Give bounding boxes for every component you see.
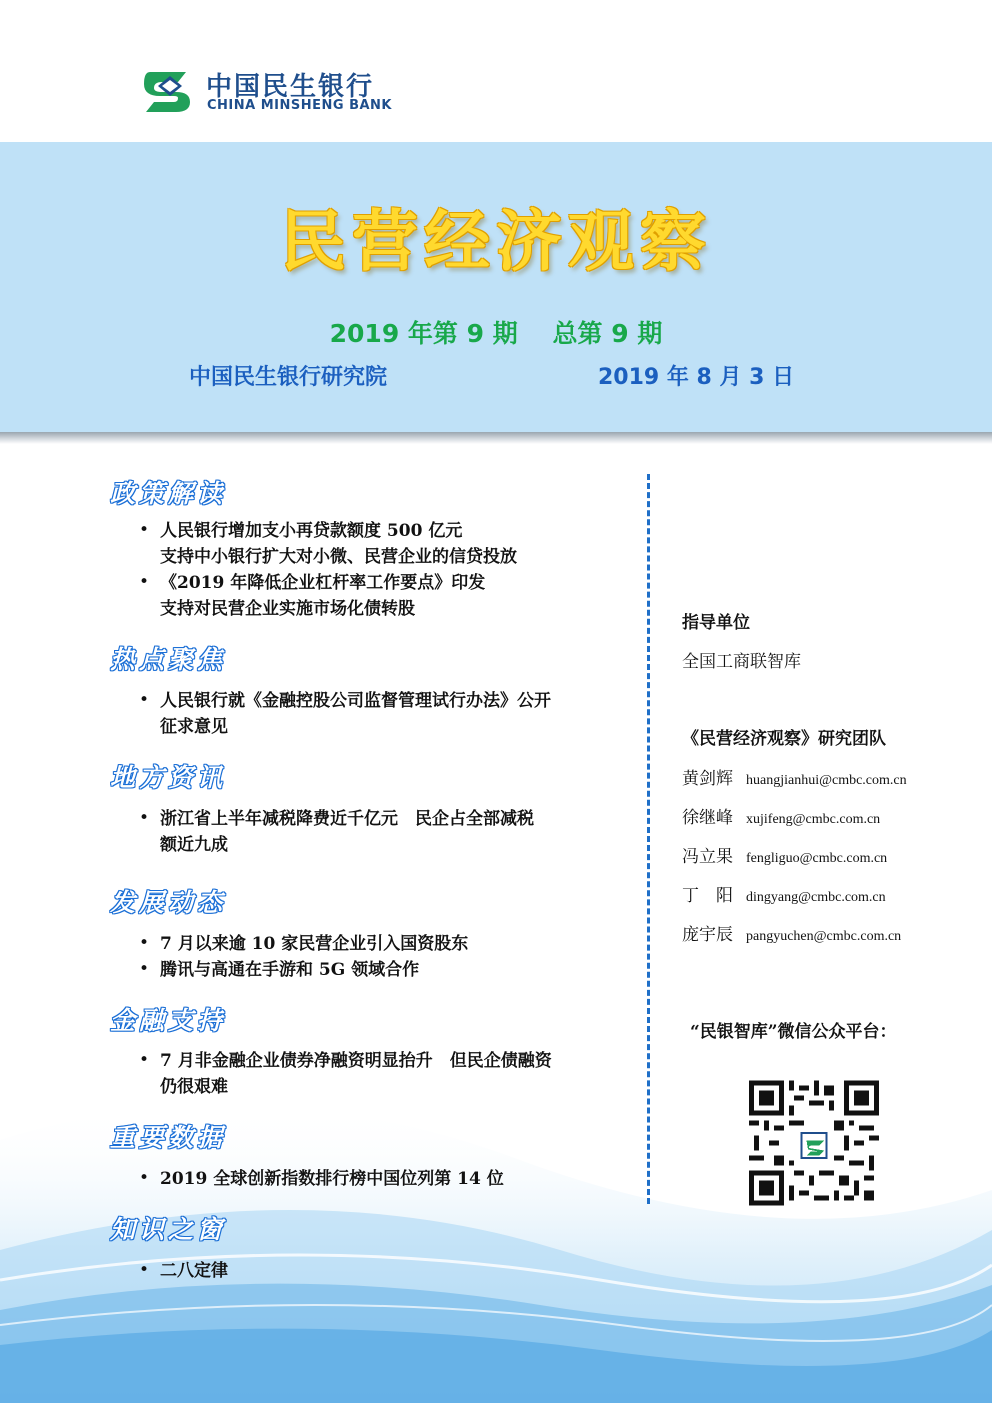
member-email[interactable]: dingyang@cmbc.com.cn xyxy=(746,890,886,905)
item-line: 支持中小银行扩大对小微、民营企业的信贷投放 xyxy=(160,547,517,567)
publisher: 中国民生银行研究院 xyxy=(189,365,388,390)
team-member xyxy=(682,842,887,867)
bank-name-cn: 中国民生银行 xyxy=(206,72,375,102)
member-email[interactable]: xujifeng@cmbc.com.cn xyxy=(746,812,881,827)
item-line: 浙江省上半年减税降费近千亿元 民企占全部减税 xyxy=(160,809,534,829)
minsheng-logo-icon xyxy=(140,66,198,116)
bullet-icon: • xyxy=(139,520,150,540)
team-member xyxy=(682,803,880,828)
team-member xyxy=(682,920,901,945)
list-item[interactable] xyxy=(160,518,620,570)
member-name: 徐继峰 xyxy=(682,808,733,828)
list-item[interactable] xyxy=(160,570,620,622)
publication-date: 2019 年 8 月 3 日 xyxy=(598,365,795,390)
wechat-label: “民银智库”微信公众平台： xyxy=(690,1022,897,1042)
list-item[interactable] xyxy=(160,1166,620,1192)
list-item[interactable] xyxy=(160,931,620,957)
item-line: 支持对民营企业实施市场化债转股 xyxy=(160,599,415,619)
item-line: 征求意见 xyxy=(160,717,228,737)
publication-title: 民营经济观察 xyxy=(280,203,712,280)
list-item[interactable] xyxy=(160,957,620,983)
bullet-icon: • xyxy=(139,1050,150,1070)
team-member xyxy=(682,764,907,789)
column-divider xyxy=(647,474,650,1204)
item-line: 7 月以来逾 10 家民营企业引入国资股东 xyxy=(160,934,469,954)
item-line: 仍很艰难 xyxy=(160,1077,228,1097)
issue-number: 2019 年第 9 期 总第 9 期 xyxy=(329,319,663,348)
section-development-title: 发展动态 xyxy=(110,888,227,917)
item-line: 人民银行就《金融控股公司监督管理试行办法》公开 xyxy=(160,691,551,711)
qr-code-icon[interactable] xyxy=(749,1080,879,1206)
item-line: 《2019 年降低企业杠杆率工作要点》印发 xyxy=(160,573,486,593)
list-item[interactable] xyxy=(160,1258,620,1284)
section-data-title: 重要数据 xyxy=(110,1123,227,1152)
member-email[interactable]: fengliguo@cmbc.com.cn xyxy=(746,851,888,866)
item-line: 额近九成 xyxy=(160,835,228,855)
member-name: 黄剑辉 xyxy=(682,769,733,789)
team-member xyxy=(682,881,886,906)
list-item[interactable] xyxy=(160,1048,620,1100)
section-hotspot-title: 热点聚焦 xyxy=(110,645,227,674)
bullet-icon: • xyxy=(139,572,150,592)
banner-shadow xyxy=(0,432,992,444)
member-email[interactable]: huangjianhui@cmbc.com.cn xyxy=(746,773,907,788)
list-item[interactable] xyxy=(160,688,620,740)
section-local-title: 地方资讯 xyxy=(110,763,227,792)
guide-label: 指导单位 xyxy=(682,613,750,633)
bullet-icon: • xyxy=(139,690,150,710)
member-email[interactable]: pangyuchen@cmbc.com.cn xyxy=(746,929,902,944)
item-line: 人民银行增加支小再贷款额度 500 亿元 xyxy=(160,521,463,541)
bullet-icon: • xyxy=(139,808,150,828)
bullet-icon: • xyxy=(139,959,150,979)
bullet-icon: • xyxy=(139,1260,150,1280)
member-name: 冯立果 xyxy=(682,847,733,867)
team-label: 《民营经济观察》研究团队 xyxy=(682,729,886,749)
member-name: 丁 阳 xyxy=(682,886,733,906)
list-item[interactable] xyxy=(160,806,620,858)
item-line: 二八定律 xyxy=(160,1261,228,1281)
guide-value: 全国工商联智库 xyxy=(682,652,801,672)
section-knowledge-title: 知识之窗 xyxy=(110,1215,227,1244)
section-finance-title: 金融支持 xyxy=(110,1006,227,1035)
bullet-icon: • xyxy=(139,933,150,953)
header-banner xyxy=(0,142,992,432)
item-line: 7 月非金融企业债券净融资明显抬升 但民企债融资 xyxy=(160,1051,552,1071)
bank-name-en: CHINA MINSHENG BANK xyxy=(207,98,392,113)
item-line: 腾讯与高通在手游和 5G 领域合作 xyxy=(160,960,420,980)
bullet-icon: • xyxy=(139,1168,150,1188)
section-policy-title: 政策解读 xyxy=(110,479,227,508)
member-name: 庞宇辰 xyxy=(682,925,733,945)
item-line: 2019 全球创新指数排行榜中国位列第 14 位 xyxy=(160,1169,504,1189)
